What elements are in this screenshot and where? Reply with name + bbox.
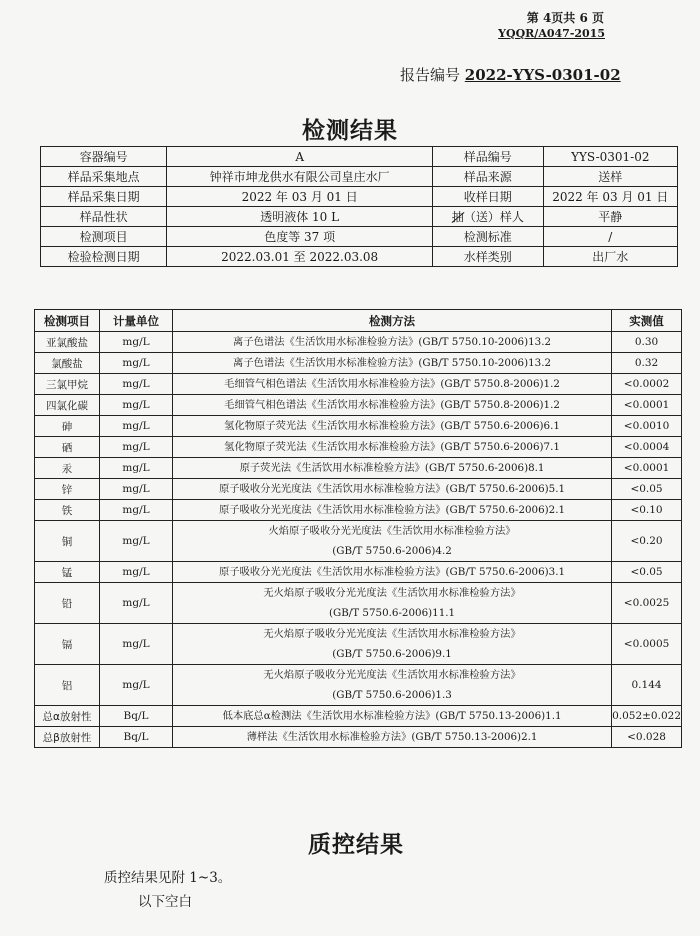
result-item: 镉 bbox=[35, 624, 100, 665]
method-text: 氢化物原子荧光法《生活饮用水标准检验方法》(GB/T 5750.6-2006)6.1 bbox=[224, 420, 560, 432]
document-code: YQQR/A047-2015 bbox=[498, 27, 605, 40]
method-line-1: 无火焰原子吸收分光光度法《生活饮用水标准检验方法》 bbox=[263, 628, 521, 640]
info-label-2 bbox=[433, 207, 544, 227]
method-line-1: 火焰原子吸收分光光度法《生活饮用水标准检验方法》 bbox=[268, 525, 516, 537]
result-unit: mg/L bbox=[100, 521, 173, 562]
result-value: <0.0025 bbox=[612, 583, 682, 624]
result-method bbox=[173, 353, 612, 374]
result-value: <0.20 bbox=[612, 521, 682, 562]
result-value: 0.32 bbox=[612, 353, 682, 374]
result-unit: mg/L bbox=[100, 332, 173, 353]
result-unit: mg/L bbox=[100, 500, 173, 521]
info-label-2 bbox=[433, 247, 544, 267]
result-row bbox=[35, 479, 682, 500]
result-item: 氯酸盐 bbox=[35, 353, 100, 374]
info-label: 检测项目 bbox=[41, 227, 167, 247]
result-value: 0.052±0.022 bbox=[612, 706, 682, 727]
method-line-1: 无火焰原子吸收分光光度法《生活饮用水标准检验方法》 bbox=[263, 669, 521, 681]
info-label-2-text: 样品编号 bbox=[463, 150, 512, 164]
result-row bbox=[35, 374, 682, 395]
page-number: 第 4页共 6 页 bbox=[526, 11, 604, 25]
report-number-label: 报告编号 bbox=[400, 66, 461, 84]
header-value: 实测值 bbox=[612, 310, 682, 332]
info-label-2-text: 检测标准 bbox=[463, 230, 512, 244]
result-row bbox=[35, 562, 682, 583]
result-value: <0.05 bbox=[612, 479, 682, 500]
info-row bbox=[41, 187, 678, 207]
result-unit: mg/L bbox=[100, 416, 173, 437]
result-item: 汞 bbox=[35, 458, 100, 479]
result-item: 硒 bbox=[35, 437, 100, 458]
info-value: 2022.03.01 至 2022.03.08 bbox=[167, 247, 433, 267]
method-text: 原子吸收分光光度法《生活饮用水标准检验方法》(GB/T 5750.6-2006)2.1 bbox=[219, 504, 566, 516]
result-value: <0.0002 bbox=[612, 374, 682, 395]
info-label: 样品采集日期 bbox=[41, 187, 167, 207]
sample-info-table bbox=[40, 146, 678, 267]
result-row bbox=[35, 353, 682, 374]
method-line-2: (GB/T 5750.6-2006)1.3 bbox=[332, 689, 452, 701]
result-row bbox=[35, 521, 682, 562]
result-unit: mg/L bbox=[100, 437, 173, 458]
result-row bbox=[35, 437, 682, 458]
result-item: 亚氯酸盐 bbox=[35, 332, 100, 353]
result-unit: mg/L bbox=[100, 353, 173, 374]
result-row bbox=[35, 624, 682, 665]
result-item: 锰 bbox=[35, 562, 100, 583]
result-value: <0.10 bbox=[612, 500, 682, 521]
info-label: 样品性状 bbox=[41, 207, 167, 227]
method-text: 原子吸收分光光度法《生活饮用水标准检验方法》(GB/T 5750.6-2006)5.1 bbox=[219, 483, 566, 495]
result-unit: Bq/L bbox=[100, 727, 173, 748]
result-row bbox=[35, 416, 682, 437]
info-label-2 bbox=[433, 227, 544, 247]
info-label-2 bbox=[433, 147, 544, 167]
result-value: <0.028 bbox=[612, 727, 682, 748]
info-value: A bbox=[167, 147, 433, 167]
result-value: <0.0005 bbox=[612, 624, 682, 665]
result-value: <0.05 bbox=[612, 562, 682, 583]
method-text: 原子荧光法《生活饮用水标准检验方法》(GB/T 5750.6-2006)8.1 bbox=[239, 462, 545, 474]
info-value-2: 平静 bbox=[543, 207, 677, 227]
struck-char: 抽 bbox=[451, 210, 464, 224]
info-label-2 bbox=[433, 187, 544, 207]
result-method bbox=[173, 395, 612, 416]
result-value: <0.0004 bbox=[612, 437, 682, 458]
result-unit: mg/L bbox=[100, 458, 173, 479]
report-number bbox=[400, 64, 621, 85]
result-unit: mg/L bbox=[100, 624, 173, 665]
info-value: 钟祥市坤龙供水有限公司皇庄水厂 bbox=[167, 167, 433, 187]
result-unit: mg/L bbox=[100, 395, 173, 416]
results-table bbox=[34, 309, 682, 748]
result-method bbox=[173, 500, 612, 521]
method-text: 薄样法《生活饮用水标准检验方法》(GB/T 5750.13-2006)2.1 bbox=[246, 731, 538, 743]
result-row bbox=[35, 395, 682, 416]
info-label: 检验检测日期 bbox=[41, 247, 167, 267]
result-row bbox=[35, 727, 682, 748]
results-header-row bbox=[35, 310, 682, 332]
info-label: 样品采集地点 bbox=[41, 167, 167, 187]
info-value-2: / bbox=[543, 227, 677, 247]
result-unit: mg/L bbox=[100, 479, 173, 500]
result-value: <0.0010 bbox=[612, 416, 682, 437]
result-method bbox=[173, 727, 612, 748]
result-item: 铜 bbox=[35, 521, 100, 562]
result-unit: mg/L bbox=[100, 562, 173, 583]
result-method bbox=[173, 374, 612, 395]
method-text: 毛细管气相色谱法《生活饮用水标准检验方法》(GB/T 5750.8-2006)1.2 bbox=[224, 399, 560, 411]
report-number-value: 2022-YYS-0301-02 bbox=[464, 66, 621, 84]
info-label-2-text: （送）样人 bbox=[463, 210, 524, 224]
header-item: 检测项目 bbox=[35, 310, 100, 332]
result-method bbox=[173, 624, 612, 665]
qc-title: 质控结果 bbox=[308, 832, 404, 858]
result-item: 铝 bbox=[35, 665, 100, 706]
result-unit: Bq/L bbox=[100, 706, 173, 727]
info-value-2: YYS-0301-02 bbox=[543, 147, 677, 167]
result-method bbox=[173, 458, 612, 479]
method-text: 原子吸收分光光度法《生活饮用水标准检验方法》(GB/T 5750.6-2006)3.1 bbox=[219, 566, 566, 578]
page-title: 检测结果 bbox=[302, 118, 398, 144]
info-value-2: 出厂水 bbox=[543, 247, 677, 267]
result-item: 总β放射性 bbox=[35, 727, 100, 748]
qc-text: 质控结果见附 1~3。 bbox=[104, 870, 232, 886]
result-row bbox=[35, 583, 682, 624]
result-value: 0.144 bbox=[612, 665, 682, 706]
info-value: 色度等 37 项 bbox=[167, 227, 433, 247]
info-value: 2022 年 03 月 01 日 bbox=[167, 187, 433, 207]
result-method bbox=[173, 479, 612, 500]
result-row bbox=[35, 665, 682, 706]
result-value: 0.30 bbox=[612, 332, 682, 353]
info-value-2: 送样 bbox=[543, 167, 677, 187]
result-method bbox=[173, 437, 612, 458]
method-line-1: 无火焰原子吸收分光光度法《生活饮用水标准检验方法》 bbox=[263, 587, 521, 599]
info-label: 容器编号 bbox=[41, 147, 167, 167]
method-text: 氢化物原子荧光法《生活饮用水标准检验方法》(GB/T 5750.6-2006)7.1 bbox=[224, 441, 560, 453]
info-row bbox=[41, 147, 678, 167]
result-value: <0.0001 bbox=[612, 458, 682, 479]
header-method: 检测方法 bbox=[173, 310, 612, 332]
result-item: 总α放射性 bbox=[35, 706, 100, 727]
method-text: 毛细管气相色谱法《生活饮用水标准检验方法》(GB/T 5750.8-2006)1.2 bbox=[224, 378, 560, 390]
result-unit: mg/L bbox=[100, 583, 173, 624]
result-method bbox=[173, 665, 612, 706]
result-method bbox=[173, 583, 612, 624]
result-value: <0.0001 bbox=[612, 395, 682, 416]
result-item: 铁 bbox=[35, 500, 100, 521]
result-item: 三氯甲烷 bbox=[35, 374, 100, 395]
info-row bbox=[41, 247, 678, 267]
info-row bbox=[41, 207, 678, 227]
result-row bbox=[35, 500, 682, 521]
result-method bbox=[173, 562, 612, 583]
info-value: 透明液体 10 L bbox=[167, 207, 433, 227]
method-line-2: (GB/T 5750.6-2006)9.1 bbox=[332, 648, 452, 660]
result-row bbox=[35, 706, 682, 727]
method-text: 低本底总α检测法《生活饮用水标准检验方法》(GB/T 5750.13-2006)1.1 bbox=[222, 710, 562, 722]
info-row bbox=[41, 227, 678, 247]
result-method bbox=[173, 521, 612, 562]
result-item: 锌 bbox=[35, 479, 100, 500]
info-label-2-text: 收样日期 bbox=[463, 190, 512, 204]
info-value-2: 2022 年 03 月 01 日 bbox=[543, 187, 677, 207]
result-method bbox=[173, 706, 612, 727]
result-row bbox=[35, 332, 682, 353]
result-unit: mg/L bbox=[100, 374, 173, 395]
method-text: 离子色谱法《生活饮用水标准检验方法》(GB/T 5750.10-2006)13.2 bbox=[233, 336, 552, 348]
result-item: 砷 bbox=[35, 416, 100, 437]
result-item: 铅 bbox=[35, 583, 100, 624]
result-item: 四氯化碳 bbox=[35, 395, 100, 416]
method-text: 离子色谱法《生活饮用水标准检验方法》(GB/T 5750.10-2006)13.2 bbox=[233, 357, 552, 369]
info-row bbox=[41, 167, 678, 187]
header-unit: 计量单位 bbox=[100, 310, 173, 332]
info-label-2-text: 样品来源 bbox=[463, 170, 512, 184]
result-unit: mg/L bbox=[100, 665, 173, 706]
result-method bbox=[173, 416, 612, 437]
method-line-2: (GB/T 5750.6-2006)11.1 bbox=[329, 607, 456, 619]
info-label-2 bbox=[433, 167, 544, 187]
blank-note: 以下空白 bbox=[138, 894, 192, 910]
method-line-2: (GB/T 5750.6-2006)4.2 bbox=[332, 545, 452, 557]
result-row bbox=[35, 458, 682, 479]
info-label-2-text: 水样类别 bbox=[463, 250, 512, 264]
result-method bbox=[173, 332, 612, 353]
